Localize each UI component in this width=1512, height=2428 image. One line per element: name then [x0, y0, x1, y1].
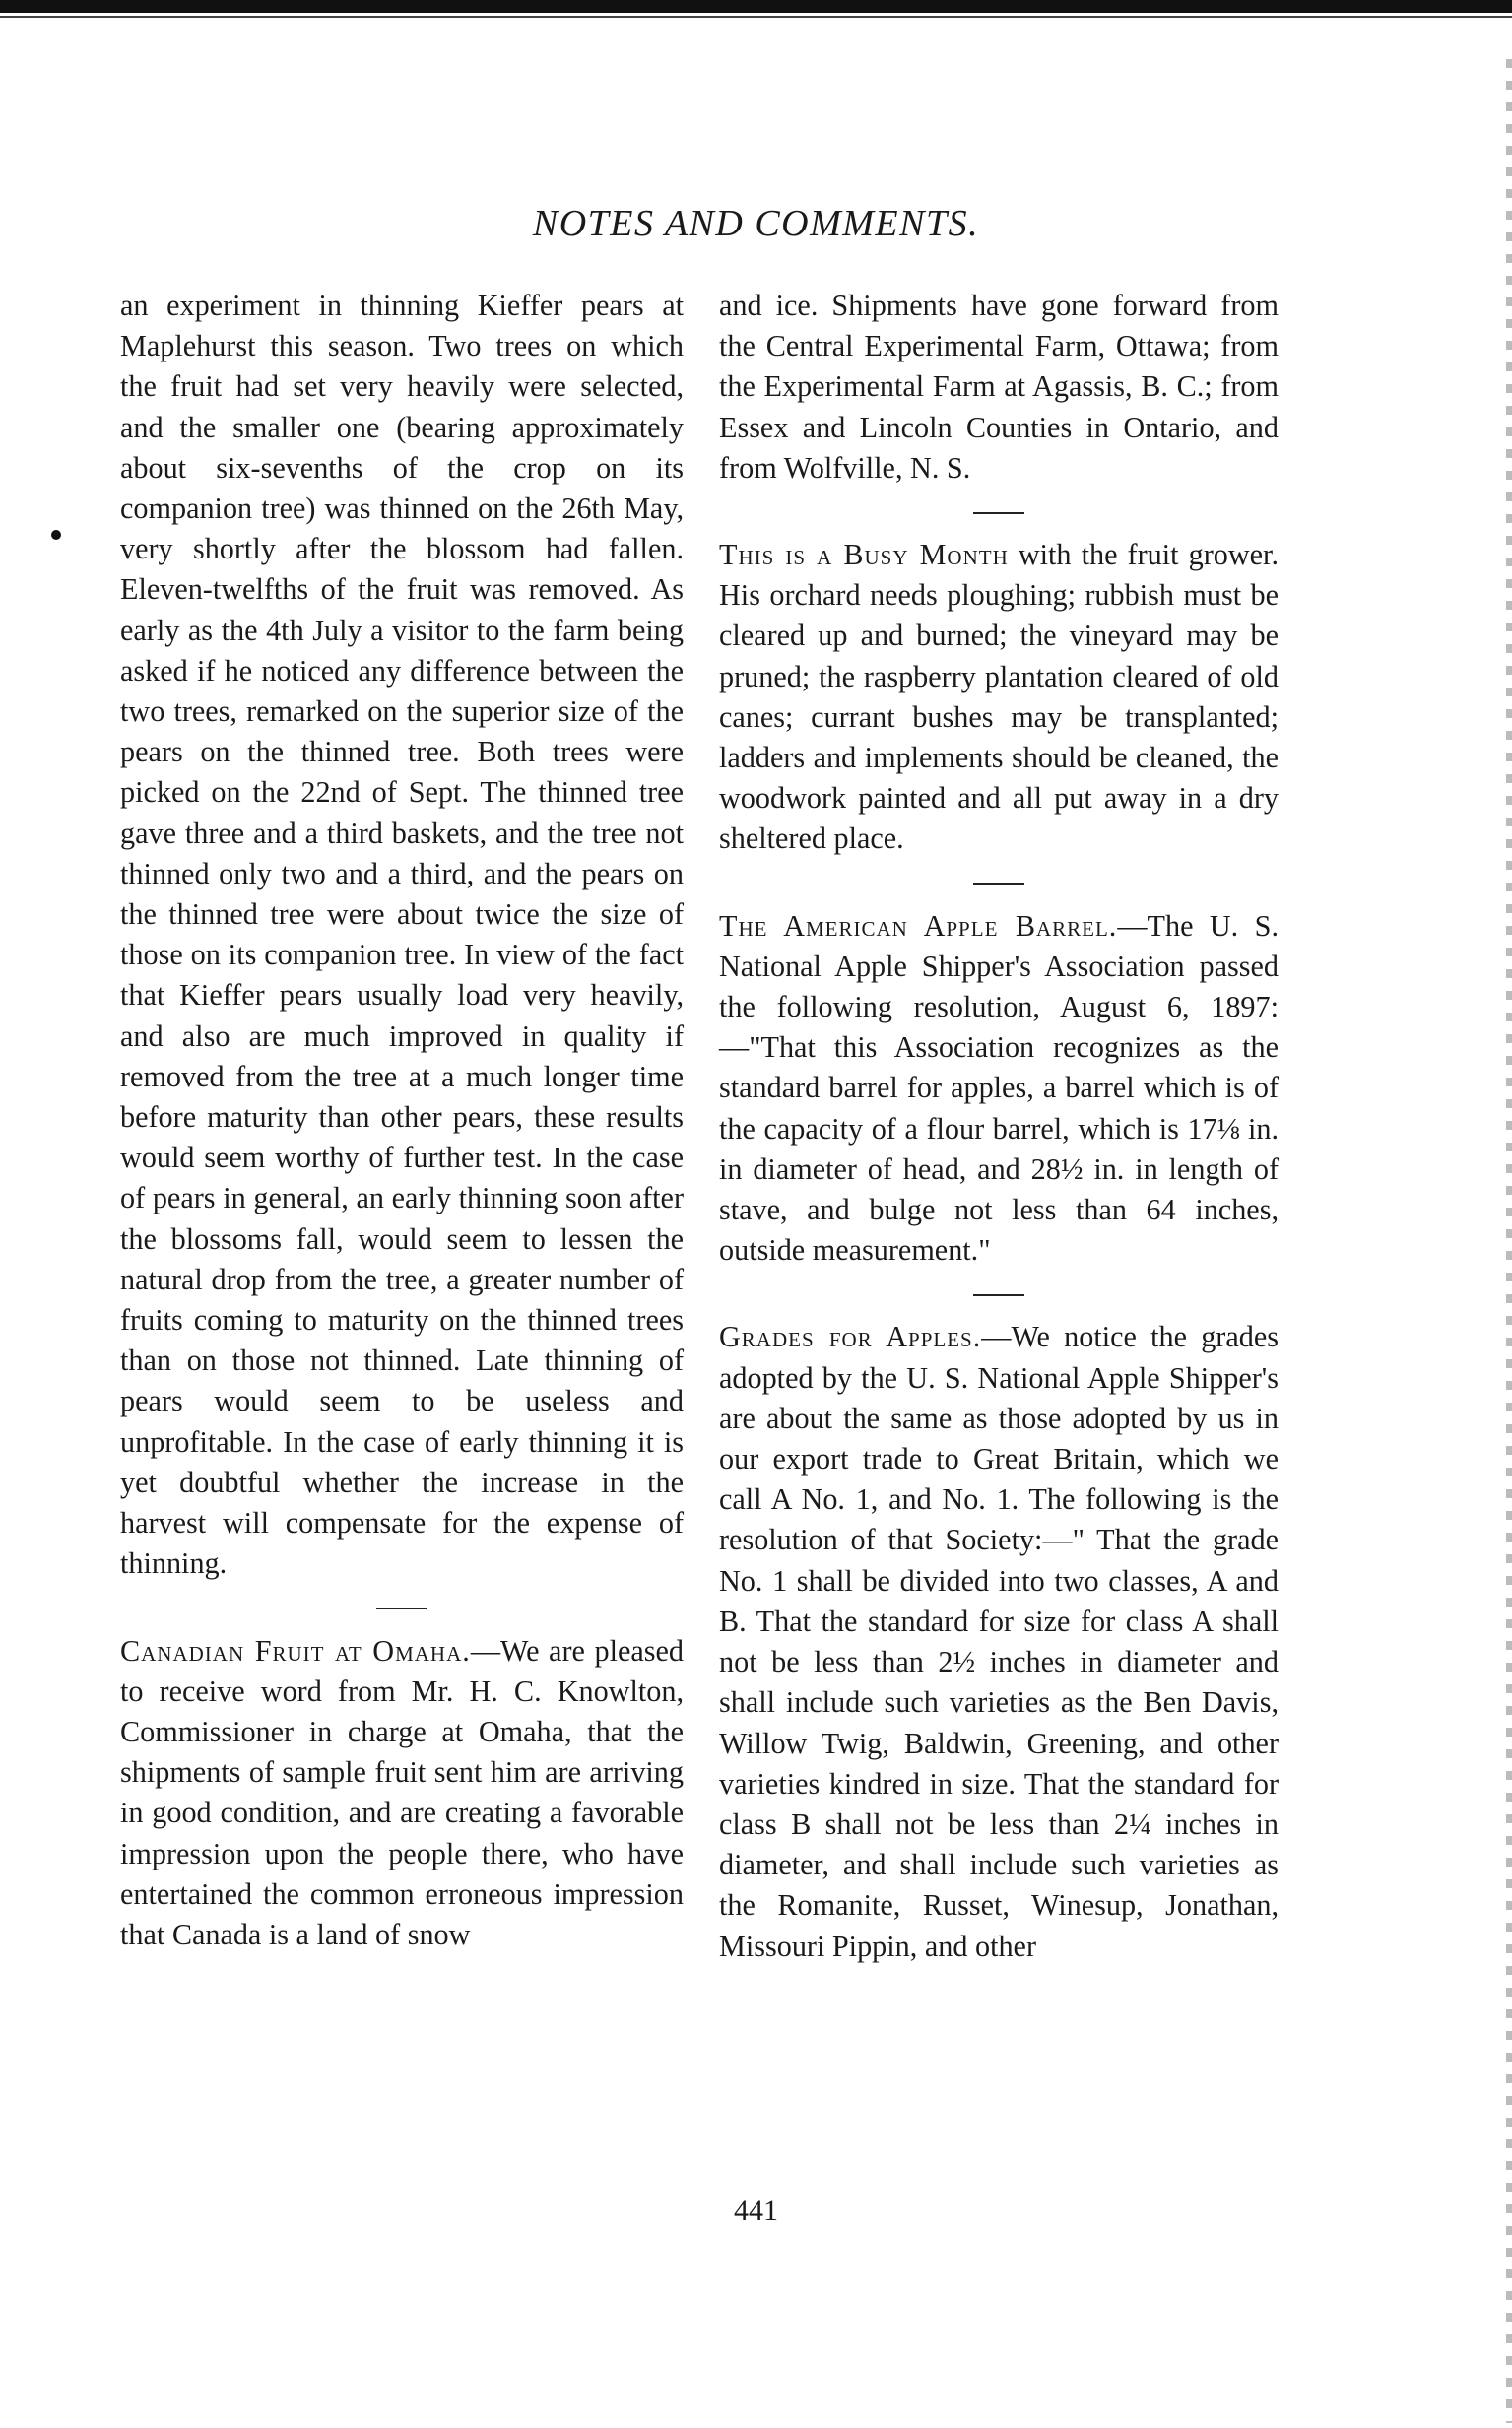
- section-lead: The American Apple Barrel.: [719, 908, 1118, 943]
- page-title: NOTES AND COMMENTS.: [532, 203, 980, 244]
- section-divider: [120, 1585, 684, 1631]
- section-divider: [719, 1271, 1279, 1317]
- left-column: [120, 286, 684, 1955]
- paragraph-text: —We notice the grades adopted by the U. S. National Apple Shipper's are about the same as those adopted by us in our export trade to Great Britain, which we call A No. 1, and No. 1. The following is the resolution of that Society:—" That the grade No. 1 shall be divided into two classes, A and B. That the standard for size for class A shall not be less than 2½ inches in diameter and shall include such varieties as the Ben Davis, Willow Twig, Baldwin, Greening, and other varieties kindred in size. That the standard for class B shall not be less than 2¼ inches in diameter, and shall include such varieties as the Romanite, Russet, Winesup, Jonathan, Missouri Pippin, and other: [719, 1320, 1279, 1963]
- paragraph-busy-month: [719, 535, 1279, 860]
- right-column: [719, 286, 1279, 1967]
- paragraph-grades-apples: [719, 1317, 1279, 1966]
- section-divider: [719, 860, 1279, 906]
- section-lead: Canadian Fruit at Omaha.: [120, 1633, 471, 1668]
- page-number: 441: [734, 2195, 778, 2227]
- section-lead: This is a Busy Month: [719, 538, 1009, 572]
- section-divider: [719, 489, 1279, 535]
- paragraph-apple-barrel: [719, 906, 1279, 1272]
- page-edge: [1506, 59, 1512, 2423]
- top-border-thin: [0, 16, 1512, 18]
- margin-mark: [51, 530, 61, 540]
- paragraph-text: —We are pleased to receive word from Mr. H. C. Knowlton, Commissioner in charge at Omaha, that the shipments of sample fruit sent him are arriving in good condition, and are creating a favorable impression upon the people there, who have entertained the common erroneous impression that Canada is a land of snow: [120, 1633, 684, 1951]
- top-border: [0, 0, 1512, 13]
- paragraph-text: —The U. S. National Apple Shipper's Association passed the following resolution, August 6, 1897:—"That this Association recognizes as the standard barrel for apples, a barrel which is of the capacity of a flour barrel, which is 17⅛ in. in diameter of head, and 28½ in. in length of stave, and bulge not less than 64 inches, outside measurement.": [719, 908, 1279, 1268]
- paragraph-canadian-fruit: [120, 1631, 684, 1956]
- paragraph-text: with the fruit grower. His orchard needs ploughing; rubbish must be cleared up and burned; the vineyard may be pruned; the raspberry plantation cleared of old canes; currant bushes may be transplanted; ladders and implements should be cleaned, the woodwork painted and all put away in a dry sheltered place.: [719, 538, 1279, 856]
- section-lead: Grades for Apples.: [719, 1320, 982, 1354]
- paragraph-shipments: and ice. Shipments have gone forward from the Central Experimental Farm, Ottawa; from the Experimental Farm at Agassis, B. C.; from Essex and Lincoln Counties in Ontario, and from Wolfville, N. S.: [719, 289, 1279, 485]
- paragraph-kieffer-thinning: an experiment in thinning Kieffer pears at Maplehurst this season. Two trees on which the fruit had set very heavily were selected, and the smaller one (bearing approximately about six-sevenths of the crop on its companion tree) was thinned on the 26th May, very shortly after the blossom had fallen. Eleven-twelfths of the fruit was removed. As early as the 4th July a visitor to the farm being asked if he noticed any difference between the two trees, remarked on the superior size of the pears on the thinned tree. Both trees were picked on the 22nd of Sept. The thinned tree gave three and a third baskets, and the tree not thinned only two and a third, and the pears on the thinned tree were about twice the size of those on its companion tree. In view of the fact that Kieffer pears usually load very heavily, and also are much improved in quality if removed from the tree at a much longer time before maturity than other pears, these results would seem worthy of further test. In the case of pears in general, an early thinning soon after the blossoms fall, would seem to lessen the natural drop from the tree, a greater number of fruits coming to maturity on the thinned trees than on those not thinned. Late thinning of pears would seem to be useless and unprofitable. In the case of early thinning it is yet doubtful whether the increase in the harvest will compensate for the expense of thinning.: [120, 289, 684, 1581]
